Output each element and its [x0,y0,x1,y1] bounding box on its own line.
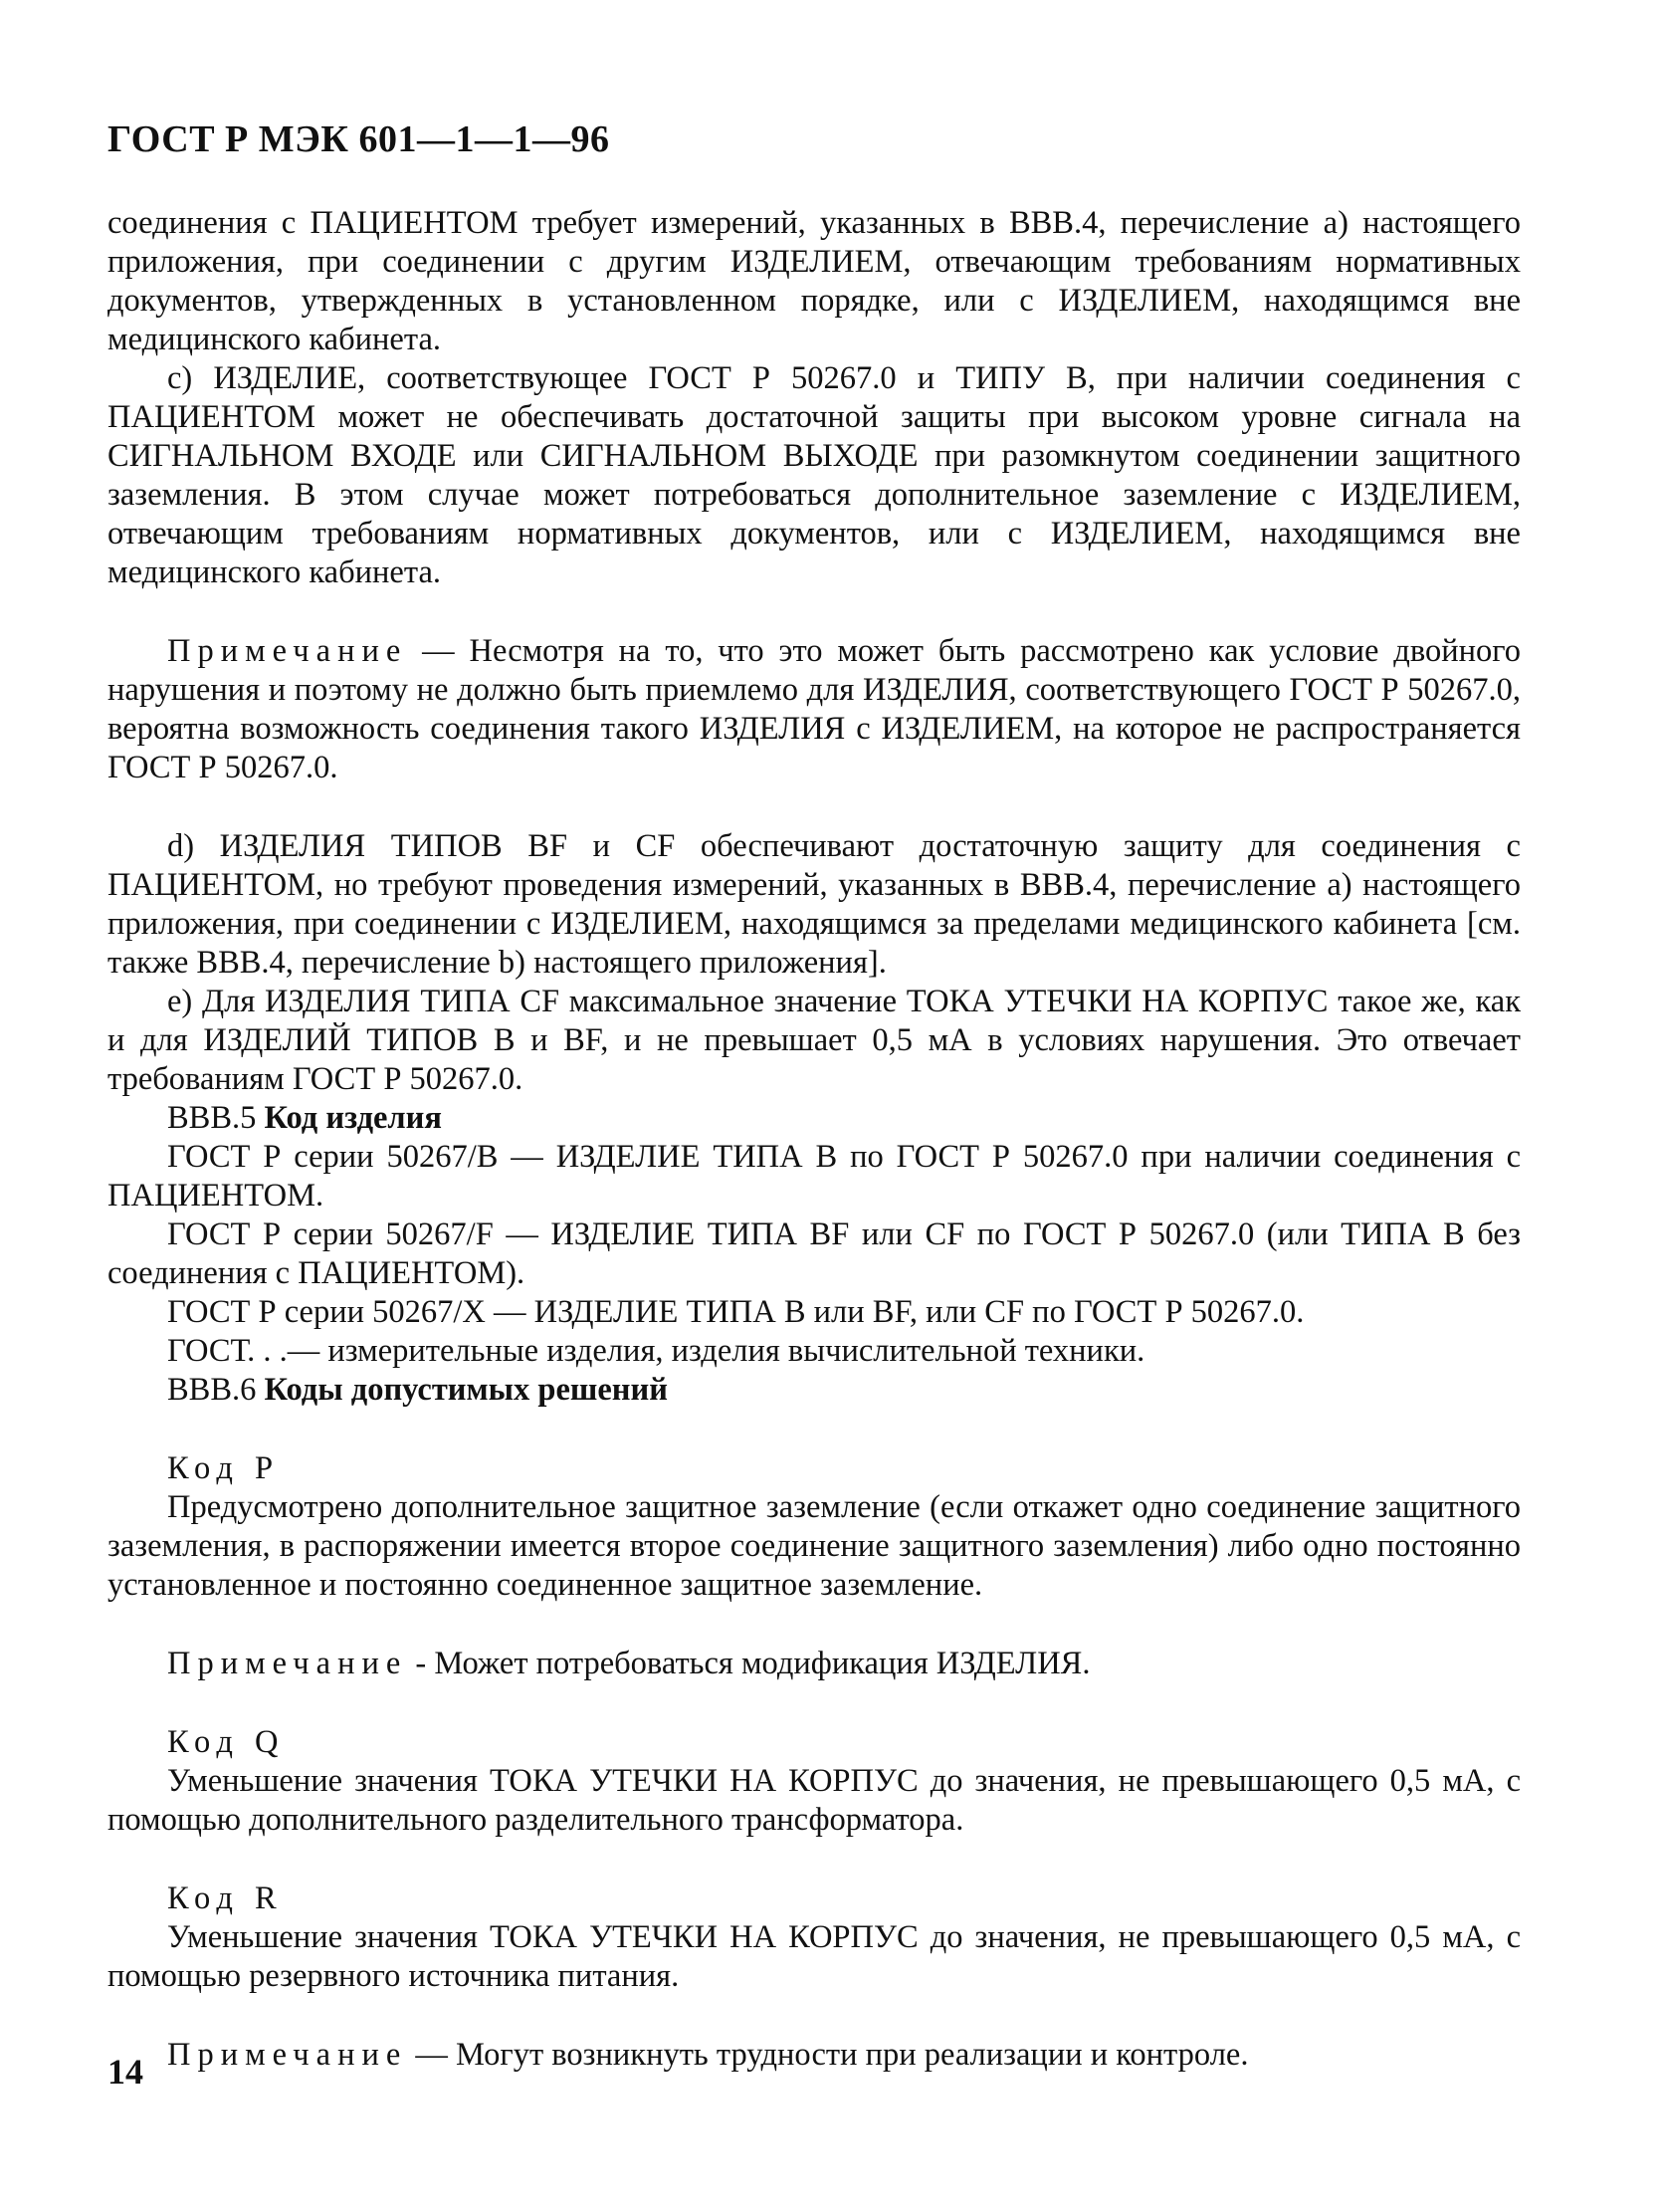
code-p-heading: Код Р [167,1450,281,1486]
note-text: - Может потребоваться модификация ИЗДЕЛИЯ. [415,1646,1091,1681]
document-header: ГОСТ Р МЭК 601—1—1—96 [107,118,610,160]
code-r-heading: Код R [167,1880,284,1916]
note-text: — Могут возникнуть трудности при реализации и контроле. [415,2037,1249,2073]
section-title: Код изделия [264,1100,442,1136]
paragraph-e: е) Для ИЗДЕЛИЯ ТИПА CF максимальное значение ТОКА УТЕЧКИ НА КОРПУС такое же, как и для ИЗДЕЛИЙ ТИПОВ В и BF, и не превышает 0,5 мА в условиях нарушения. Это отвечает требованиям ГОСТ Р 50267.0. [107,984,1521,1097]
section-number: ВВВ.6 [167,1372,257,1408]
code-line: ГОСТ. . .— измерительные изделия, изделия вычислительной техники. [167,1333,1145,1369]
section-number: ВВВ.5 [167,1100,257,1136]
note-1 [107,632,1521,787]
code-line: ГОСТ Р серии 50267/Х — ИЗДЕЛИЕ ТИПА В или BF, или CF по ГОСТ Р 50267.0. [167,1294,1305,1330]
note-3 [107,2036,1521,2075]
note-label: Примечание [167,633,408,669]
code-q-text: Уменьшение значения ТОКА УТЕЧКИ НА КОРПУС до значения, не превышающего 0,5 мА, с помощью дополнительного разделительного трансформатора. [107,1763,1521,1838]
paragraph: соединения с ПАЦИЕНТОМ требует измерений, указанных в ВВВ.4, перечисление а) настоящего приложения, при соединении с другим ИЗДЕЛИЕМ, отвечающим требованиям нормативных документов, утвержденных в установленном порядке, или с ИЗДЕЛИЕМ, находящимся вне медицинского кабинета. [107,205,1521,357]
code-line: ГОСТ Р серии 50267/F — ИЗДЕЛИЕ ТИПА BF или CF по ГОСТ Р 50267.0 (или ТИПА В без соединения с ПАЦИЕНТОМ). [107,1217,1521,1291]
page-number: 14 [107,2052,143,2092]
section-heading-6 [107,1371,1521,1410]
code-q-heading: Код Q [167,1724,286,1760]
note-label: Примечание [167,2037,408,2073]
code-r-text: Уменьшение значения ТОКА УТЕЧКИ НА КОРПУС до значения, не превышающего 0,5 мА, с помощью резервного источника питания. [107,1919,1521,1994]
section-title: Коды допустимых решений [264,1372,668,1408]
note-label: Примечание [167,1646,408,1681]
note-2 [107,1645,1521,1683]
code-p-text: Предусмотрено дополнительное защитное заземление (если откажет одно соединение защитного заземления, в распоряжении имеется второе соединение защитного заземления) либо одно постоянно установленное и постоянно соединенное защитное заземление. [107,1489,1521,1603]
paragraph-c: с) ИЗДЕЛИЕ, соответствующее ГОСТ Р 50267.0 и ТИПУ В, при наличии соединения с ПАЦИЕНТОМ может не обеспечивать достаточной защиты при высоком уровне сигнала на СИГНАЛЬНОМ ВХОДЕ или СИГНАЛЬНОМ ВЫХОДЕ при разомкнутом соединении защитного заземления. В этом случае может потребоваться дополнительное заземление с ИЗДЕЛИЕМ, отвечающим требованиям нормативных документов, или с ИЗДЕЛИЕМ, находящимся вне медицинского кабинета. [107,360,1521,590]
note-text: — Несмотря на то, что это может быть рассмотрено как условие двойного нарушения и поэтому не должно быть приемлемо для ИЗДЕЛИЯ, соответствующего ГОСТ Р 50267.0, вероятна возможность соединения такого ИЗДЕЛИЯ с ИЗДЕЛИЕМ, на которое не распространяется ГОСТ Р 50267.0. [107,633,1521,785]
paragraph-d: d) ИЗДЕЛИЯ ТИПОВ BF и CF обеспечивают достаточную защиту для соединения с ПАЦИЕНТОМ, но требуют проведения измерений, указанных в ВВВ.4, перечисление а) настоящего приложения, при соединении с ИЗДЕЛИЕМ, находящимся за пределами медицинского кабинета [см. также ВВВ.4, перечисление b) настоящего приложения]. [107,828,1521,981]
section-heading-5 [107,1099,1521,1138]
code-line: ГОСТ Р серии 50267/В — ИЗДЕЛИЕ ТИПА В по ГОСТ Р 50267.0 при наличии соединения с ПАЦИЕНТОМ. [107,1139,1521,1214]
document-body [107,204,1521,2075]
